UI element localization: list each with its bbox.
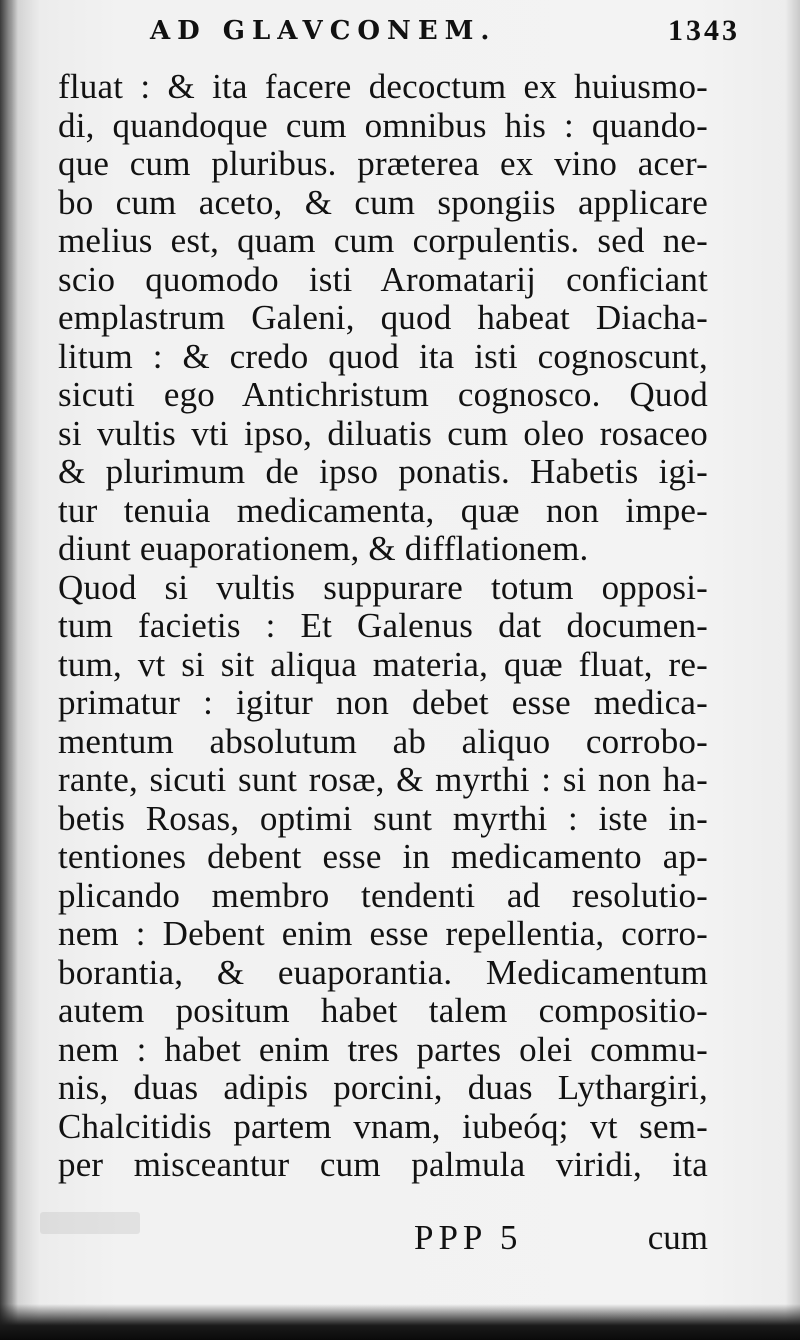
text-line: tentiones debent esse in medicamento ap- — [58, 837, 708, 876]
text-line: rante, sicuti sunt rosæ, & myrthi : si non ha- — [58, 760, 708, 799]
text-line: litum : & credo quod ita isti cognoscunt, — [58, 336, 708, 376]
gutter-shadow — [0, 0, 18, 1340]
text-line: di, quandoque cum omnibus his : quando- — [58, 105, 708, 145]
text-line: nem : habet enim tres partes olei commu- — [58, 1029, 708, 1069]
signature-mark: PPP 5 — [414, 1218, 523, 1257]
text-line: mentum absolutum ab aliquo corrobo- — [58, 721, 708, 761]
text-line: fluat : & ita facere decoctum ex huiusmo- — [58, 67, 708, 106]
page-header — [140, 14, 740, 54]
running-head: AD GLAVCONEM. — [150, 16, 497, 46]
text-line: primatur : igitur non debet esse medica- — [58, 683, 708, 722]
text-line: tum, vt si sit aliqua materia, quæ fluat, re- — [58, 644, 708, 684]
text-line: tum facietis : Et Galenus dat documen- — [58, 606, 708, 645]
page-footer — [58, 1218, 708, 1264]
text-line: melius est, quam cum corpulentis. sed ne- — [58, 221, 708, 260]
text-line: borantia, & euaporantia. Medicamentum — [58, 952, 708, 992]
text-line: bo cum aceto, & cum spongiis applicare — [58, 182, 708, 222]
text-line: tur tenuia medicamenta, quæ non impe- — [58, 490, 708, 530]
text-line: nis, duas adipis porcini, duas Lythargiri, — [58, 1068, 708, 1107]
text-line: scio quomodo isti Aromatarij conficiant — [58, 259, 708, 299]
text-line: & plurimum de ipso ponatis. Habetis igi- — [58, 452, 708, 491]
catchword: cum — [647, 1218, 708, 1257]
text-line: si vultis vti ipso, diluatis cum oleo rosaceo — [58, 413, 708, 453]
text-line: emplastrum Galeni, quod habeat Diacha- — [58, 298, 708, 337]
text-line: sicuti ego Antichristum cognosco. Quod — [58, 375, 708, 414]
text-line: per misceantur cum palmula viridi, ita — [58, 1145, 708, 1184]
text-line: Quod si vultis suppurare totum opposi- — [58, 567, 708, 607]
text-line: nem : Debent enim esse repellentia, corro- — [58, 914, 708, 953]
body-text — [58, 68, 708, 1185]
text-line: Chalcitidis partem vnam, iubeóq; vt sem- — [58, 1106, 708, 1146]
text-line: autem positum habet talem compositio- — [58, 991, 708, 1030]
page-bottom-shadow — [0, 1304, 800, 1340]
page-number: 1343 — [668, 14, 740, 47]
text-line: que cum pluribus. præterea ex vino acer- — [58, 144, 708, 183]
text-line: diunt euaporationem, & difflationem. — [58, 529, 589, 568]
text-line: plicando membro tendenti ad resolutio- — [58, 875, 708, 915]
text-line: betis Rosas, optimi sunt myrthi : iste in- — [58, 798, 708, 838]
